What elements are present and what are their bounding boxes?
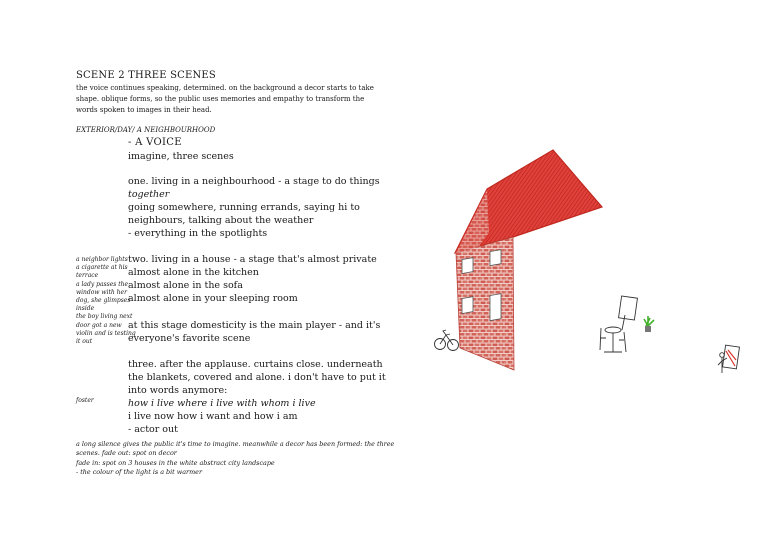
closing-line: fade in: spot on 3 houses in the white abstract city landscape [76, 458, 275, 467]
illustration-page [390, 0, 780, 551]
bicycle-sketch [435, 330, 459, 351]
window [462, 258, 473, 274]
side-cue: foster [76, 397, 94, 404]
plant-sketch [644, 316, 654, 332]
person-window-sketch [718, 345, 739, 373]
dialogue-line: two. living in a house - a stage that's almost private [128, 254, 377, 265]
scene-title: SCENE 2 THREE SCENES [76, 70, 216, 81]
character-name: - A VOICE [128, 137, 182, 148]
dialogue-line: together [128, 189, 170, 200]
dialogue-line: almost alone in your sleeping room [128, 293, 298, 304]
dialogue-line: at this stage domesticity is the main player - and it's [128, 320, 381, 331]
side-note-line: terrace [76, 272, 99, 280]
side-note-line: it out [76, 338, 93, 346]
closing-line: scenes. fade out: spot on decor [76, 449, 177, 458]
dialogue-line: into words anymore: [128, 385, 228, 396]
stage-direction-closing [76, 440, 395, 477]
side-note-line: the boy living next [76, 313, 133, 321]
stage-direction-intro [76, 83, 376, 116]
side-note-line: dog, she glimpses [76, 297, 131, 305]
side-note-line: door got a new [76, 321, 122, 329]
side-note-line: a lady passes the [76, 280, 129, 288]
side-note-line: a cigarette at his [76, 264, 128, 272]
dialogue-line: neighbours, talking about the weather [128, 215, 314, 226]
side-note-line: inside [76, 305, 95, 313]
dialogue-line: three. after the applause. curtains close. underneath [128, 359, 383, 370]
side-note-line: a neighbor lights [76, 256, 128, 263]
house-sketch-illustration [390, 0, 780, 551]
door [490, 294, 501, 321]
side-notes [76, 256, 136, 346]
table-scene-sketch [600, 296, 637, 352]
dialogue-line: - everything in the spotlights [128, 228, 268, 239]
dialogue-line: one. living in a neighbourhood - a stage to do things [128, 176, 380, 187]
intro-line: words spoken to images in their head. [76, 106, 212, 114]
dialogue-line: almost alone in the kitchen [128, 267, 259, 278]
window [490, 250, 501, 266]
dialogue-line: imagine, three scenes [128, 151, 234, 162]
dialogue-line: almost alone in the sofa [128, 280, 243, 291]
dialogue-line: i live now how i want and how i am [128, 411, 298, 422]
setting-heading: EXTERIOR/DAY/ A NEIGHBOURHOOD [76, 126, 216, 134]
dialogue-line: - actor out [128, 424, 178, 435]
dialogue-line: going somewhere, running errands, saying hi to [128, 202, 360, 213]
dialogue-line: the blankets, covered and alone. i don't have to put it [128, 372, 386, 383]
intro-line: shape. oblique forms, so the public uses memories and empathy to transform the [76, 95, 365, 103]
dialogue-line: how i live where i live with whom i live [128, 398, 316, 409]
window [462, 297, 473, 314]
closing-line: - the colour of the light is a bit warmer [76, 467, 203, 476]
side-note-line: violin and is testing [76, 329, 136, 337]
dialogue-line: everyone's favorite scene [128, 333, 251, 344]
intro-line: the voice continues speaking, determined. on the background a decor starts to take [76, 84, 374, 92]
closing-line: a long silence gives the public it's time to imagine. meanwhile a decor has been formed: the three [76, 440, 395, 448]
side-note-line: window with her [76, 288, 127, 296]
